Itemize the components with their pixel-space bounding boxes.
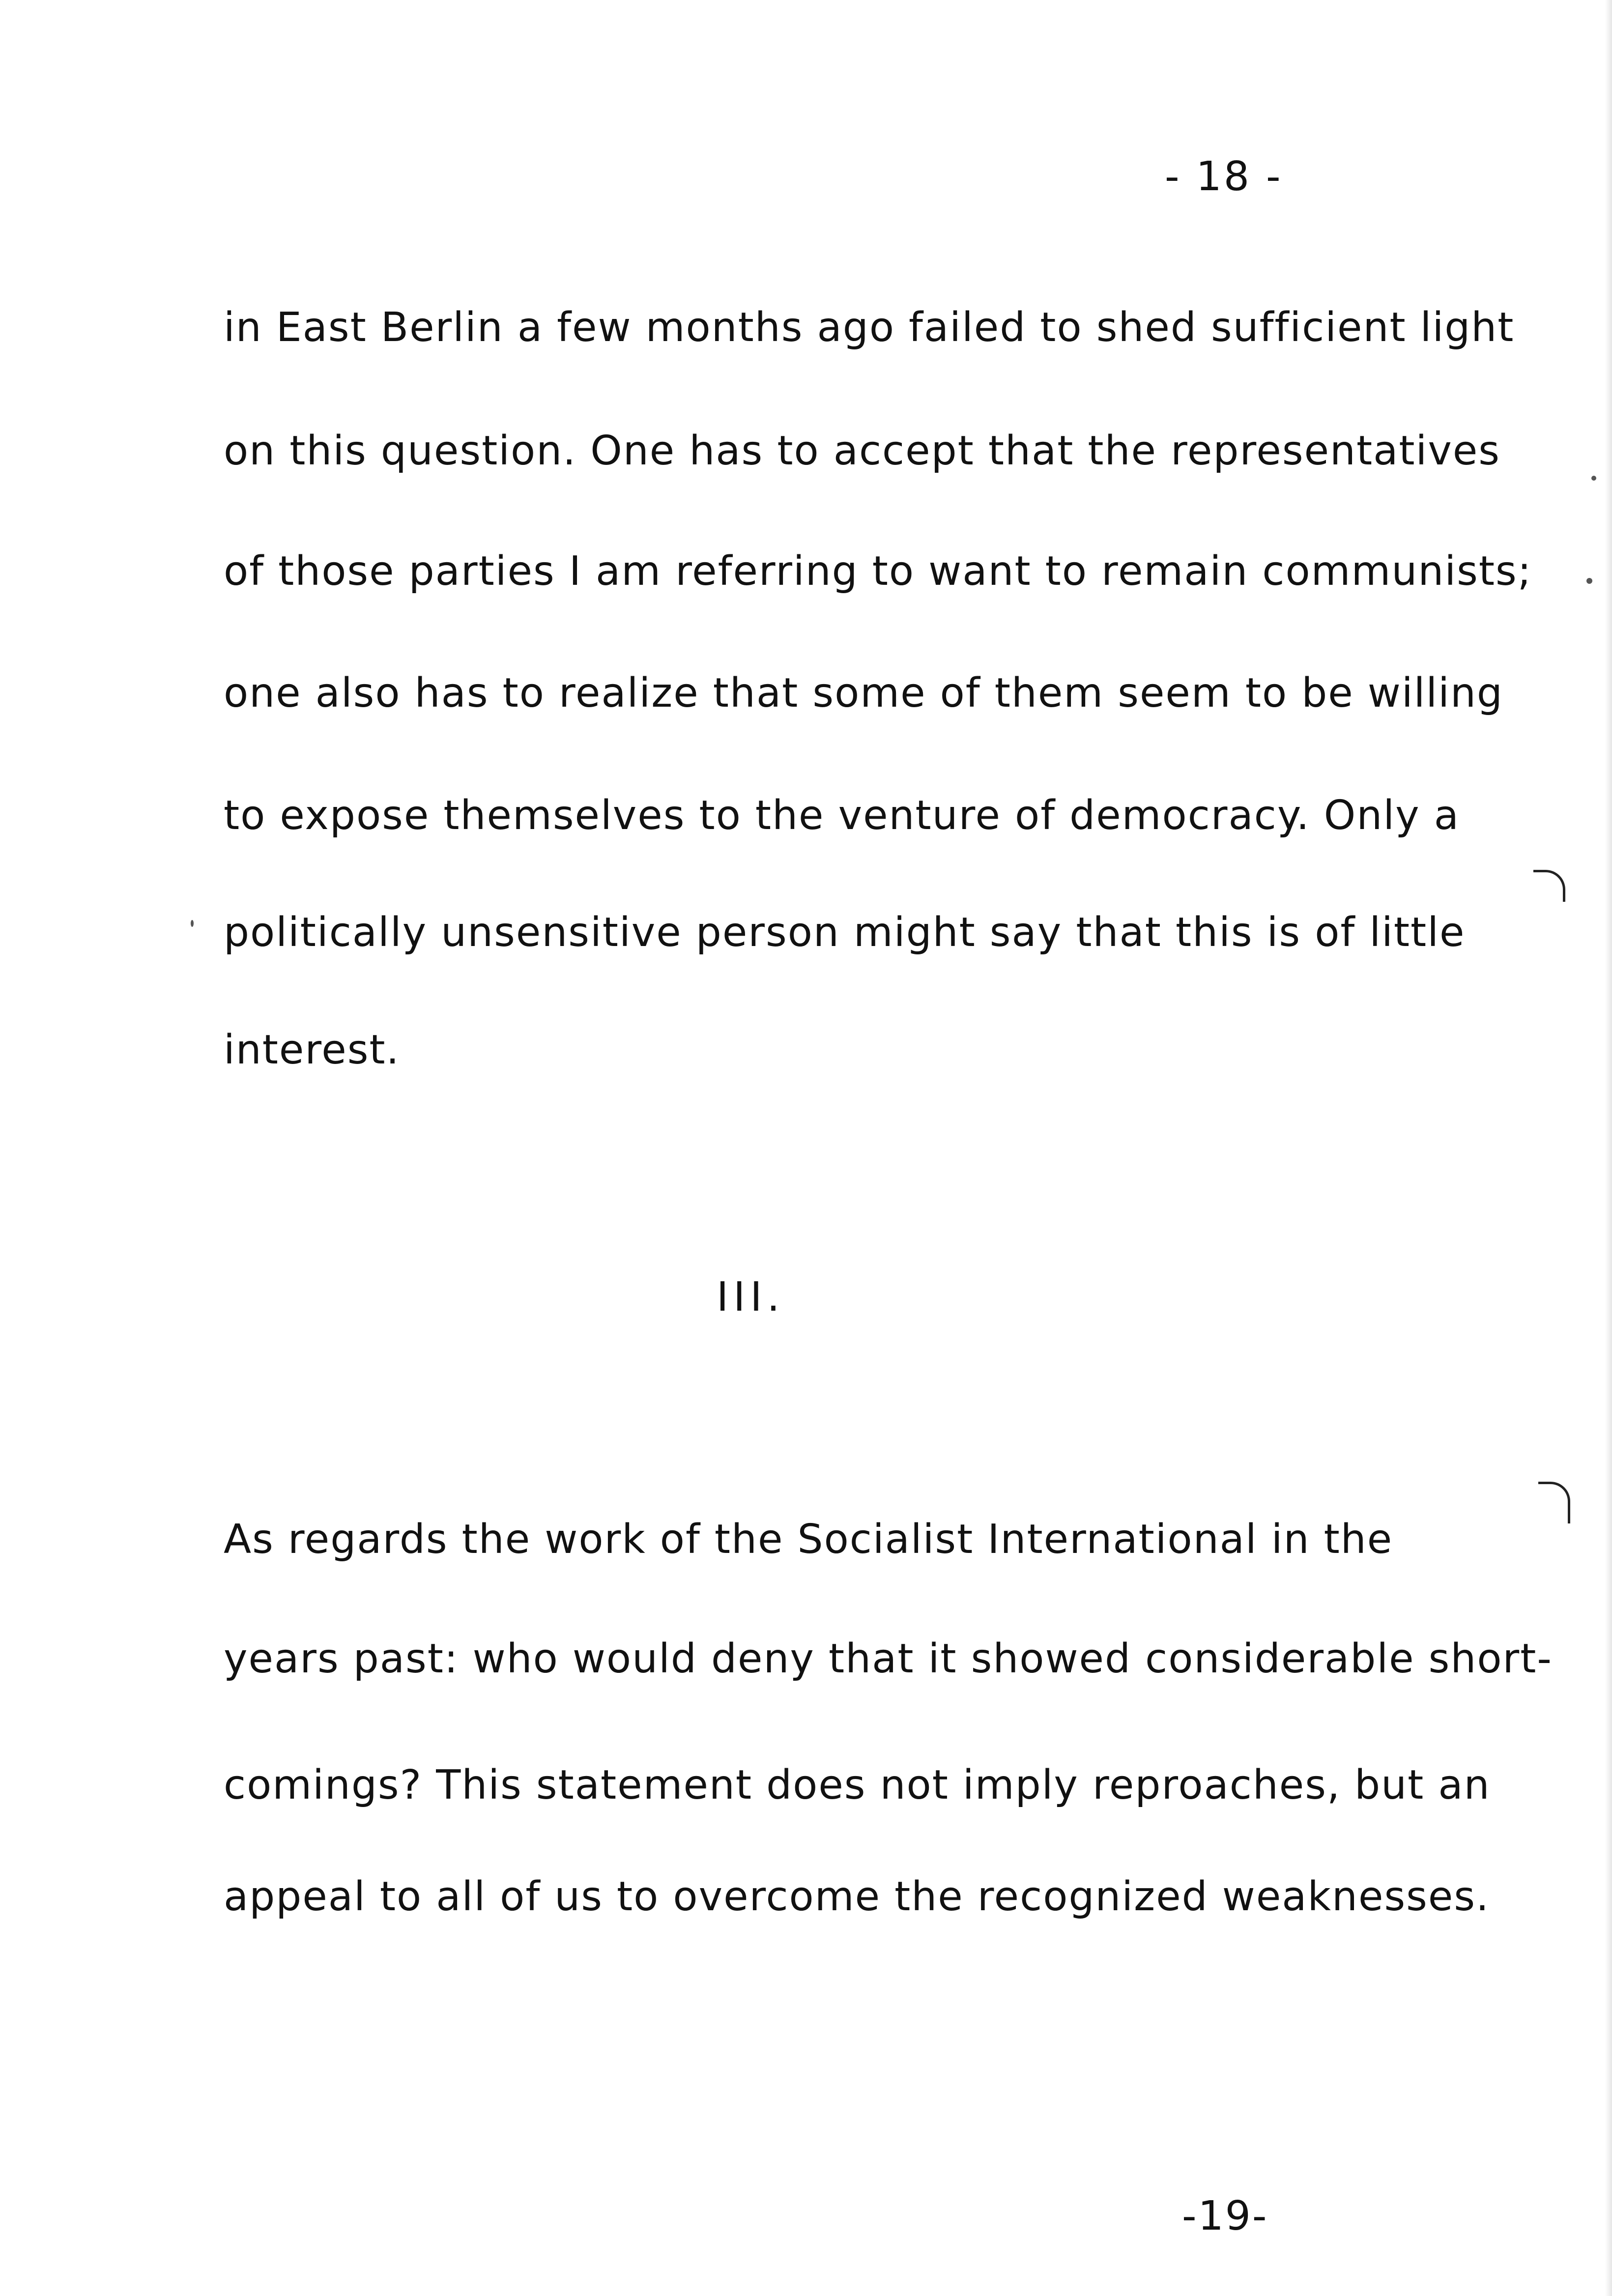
page-edge-shadow [1605,0,1612,2296]
scan-speck [1586,578,1592,584]
text-line: in East Berlin a few months ago failed to shed sufficient light [224,304,1515,351]
margin-mark [1538,1482,1570,1523]
text-line: comings? This statement does not imply reproaches, but an [224,1762,1491,1808]
page-number: - 18 - [1165,153,1283,200]
section-heading: III. [717,1274,785,1320]
scan-speck [1591,476,1596,481]
next-page-number: -19- [1182,2193,1268,2239]
text-line: of those parties I am referring to want to remain communists; [224,548,1532,595]
text-line: years past: who would deny that it showed considerable short- [224,1636,1553,1682]
text-line: politically unsensitive person might say that this is of little [224,909,1466,956]
margin-mark [1533,870,1565,902]
text-line: appeal to all of us to overcome the recognized weaknesses. [224,1873,1490,1920]
text-line: on this question. One has to accept that the representatives [224,428,1501,474]
text-line: interest. [224,1027,400,1073]
text-line: one also has to realize that some of them seem to be willing [224,670,1503,717]
text-line: to expose themselves to the venture of democracy. Only a [224,792,1460,839]
text-line: As regards the work of the Socialist International in the [224,1516,1393,1563]
scan-speck [191,920,194,927]
